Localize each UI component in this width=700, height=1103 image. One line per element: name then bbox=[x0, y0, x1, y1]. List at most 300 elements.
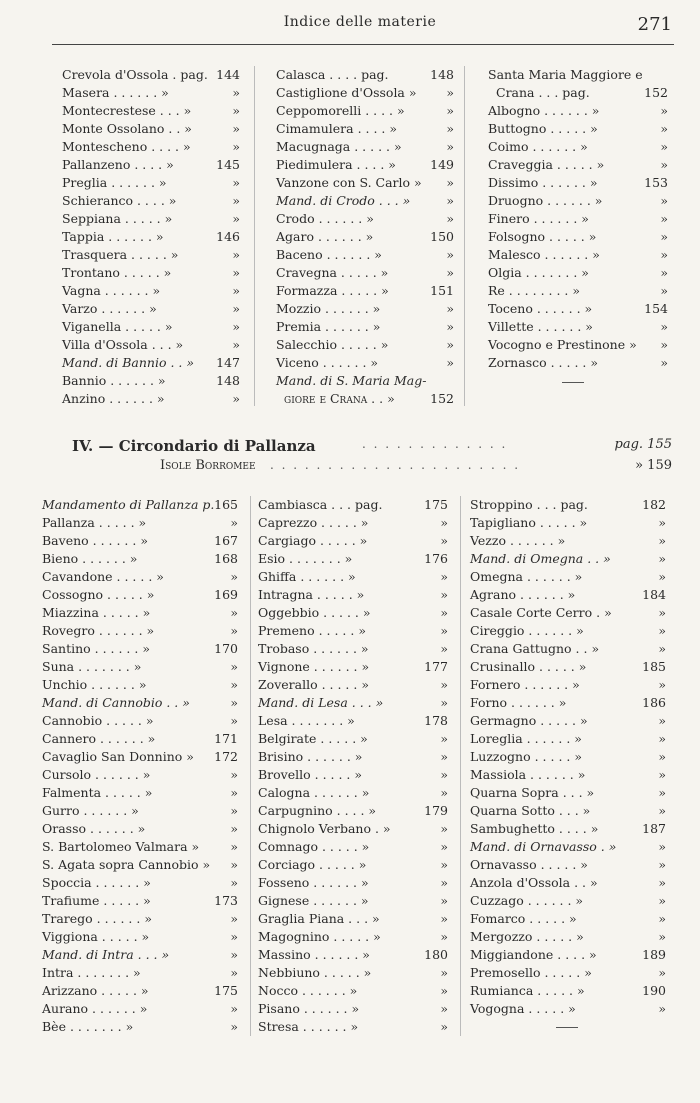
entry-page: » bbox=[446, 103, 454, 118]
index-entry bbox=[42, 982, 238, 1000]
entry-page: » bbox=[658, 857, 666, 872]
index-entry bbox=[276, 282, 454, 300]
entry-page: 154 bbox=[644, 301, 668, 316]
entry-page: 147 bbox=[216, 355, 240, 370]
entry-page: 168 bbox=[214, 551, 238, 566]
index-entry bbox=[488, 192, 668, 210]
entry-name: Vocogno e Prestinone » bbox=[488, 337, 637, 352]
entry-page: » bbox=[440, 965, 448, 980]
index-entry bbox=[470, 766, 666, 784]
entry-page: » bbox=[440, 839, 448, 854]
entry-name: Seppiana . . . . . » bbox=[62, 211, 173, 226]
bottom-column-3 bbox=[470, 496, 666, 1018]
entry-name: Premeno . . . . . » bbox=[258, 623, 366, 638]
index-entry bbox=[42, 514, 238, 532]
index-entry bbox=[470, 874, 666, 892]
entry-page: 144 bbox=[216, 67, 240, 82]
entry-page: » bbox=[232, 391, 240, 406]
index-entry bbox=[42, 766, 238, 784]
entry-page: » bbox=[440, 533, 448, 548]
entry-page: » bbox=[440, 983, 448, 998]
entry-page: » bbox=[658, 551, 666, 566]
index-entry bbox=[42, 604, 238, 622]
index-entry bbox=[42, 712, 238, 730]
section-page: pag. 155 bbox=[614, 437, 672, 452]
entry-page: » bbox=[658, 533, 666, 548]
index-entry bbox=[470, 856, 666, 874]
index-entry bbox=[62, 138, 240, 156]
entry-name: Cuzzago . . . . . . » bbox=[470, 893, 584, 908]
entry-page: 148 bbox=[430, 67, 454, 82]
index-entry bbox=[42, 658, 238, 676]
index-entry bbox=[470, 622, 666, 640]
entry-name: Cireggio . . . . . . » bbox=[470, 623, 584, 638]
index-entry bbox=[276, 138, 454, 156]
entry-name: Rumianca . . . . . » bbox=[470, 983, 585, 998]
entry-name: Craveggia . . . . . » bbox=[488, 157, 605, 172]
entry-name: Unchio . . . . . . » bbox=[42, 677, 147, 692]
index-entry bbox=[62, 318, 240, 336]
index-entry bbox=[258, 568, 448, 586]
index-entry bbox=[470, 658, 666, 676]
index-entry bbox=[62, 210, 240, 228]
entry-page: » bbox=[446, 85, 454, 100]
mandamento-entry bbox=[470, 838, 666, 856]
index-entry bbox=[258, 838, 448, 856]
index-entry bbox=[62, 120, 240, 138]
entry-name: Trasquera . . . . . » bbox=[62, 247, 179, 262]
entry-page: » bbox=[440, 875, 448, 890]
column-separator bbox=[464, 66, 465, 406]
entry-name: Crodo . . . . . . » bbox=[276, 211, 374, 226]
entry-page: » bbox=[660, 211, 668, 226]
index-entry bbox=[470, 514, 666, 532]
entry-name: Trobaso . . . . . . » bbox=[258, 641, 369, 656]
index-entry bbox=[276, 264, 454, 282]
entry-page: » bbox=[440, 857, 448, 872]
entry-name: Santino . . . . . . » bbox=[42, 641, 150, 656]
index-entry bbox=[276, 354, 454, 372]
entry-page: 172 bbox=[214, 749, 238, 764]
entry-page: » bbox=[658, 749, 666, 764]
bottom-column-1 bbox=[42, 496, 238, 1036]
entry-name: Mandamento di Pallanza p. bbox=[42, 497, 215, 512]
index-entry bbox=[470, 892, 666, 910]
index-entry bbox=[42, 568, 238, 586]
index-entry bbox=[42, 748, 238, 766]
entry-page: » bbox=[440, 1019, 448, 1034]
entry-page: 167 bbox=[214, 533, 238, 548]
entry-name: Crusinallo . . . . . » bbox=[470, 659, 587, 674]
entry-page: 187 bbox=[642, 821, 666, 836]
entry-page: » bbox=[658, 569, 666, 584]
entry-page: » bbox=[658, 605, 666, 620]
entry-name: Esio . . . . . . . » bbox=[258, 551, 353, 566]
entry-page: » bbox=[440, 587, 448, 602]
entry-name: Pisano . . . . . . » bbox=[258, 1001, 360, 1016]
index-entry bbox=[62, 174, 240, 192]
entry-name: Vignone . . . . . . » bbox=[258, 659, 370, 674]
entry-name: Preglia . . . . . . » bbox=[62, 175, 167, 190]
entry-name: Cursolo . . . . . . » bbox=[42, 767, 151, 782]
entry-name: Sambughetto . . . . » bbox=[470, 821, 599, 836]
entry-name: Viggiona . . . . . » bbox=[42, 929, 150, 944]
entry-name: Trafiume . . . . . » bbox=[42, 893, 151, 908]
entry-name: Re . . . . . . . . » bbox=[488, 283, 581, 298]
index-entry bbox=[258, 604, 448, 622]
entry-name: S. Agata sopra Cannobio » bbox=[42, 857, 211, 872]
entry-page: » bbox=[660, 103, 668, 118]
entry-name: Druogno . . . . . . » bbox=[488, 193, 603, 208]
entry-page: » bbox=[232, 103, 240, 118]
entry-name: Finero . . . . . . » bbox=[488, 211, 589, 226]
index-entry bbox=[488, 156, 668, 174]
index-entry bbox=[42, 856, 238, 874]
entry-page: » bbox=[232, 85, 240, 100]
index-entry bbox=[470, 964, 666, 982]
entry-page: » bbox=[230, 713, 238, 728]
index-entry bbox=[258, 964, 448, 982]
index-entry bbox=[276, 390, 454, 408]
entry-page: 179 bbox=[424, 803, 448, 818]
entry-name: Loreglia . . . . . . » bbox=[470, 731, 582, 746]
index-entry bbox=[258, 532, 448, 550]
entry-name: Crana . . . pag. bbox=[496, 85, 590, 100]
index-entry bbox=[62, 300, 240, 318]
entry-name: Carpugnino . . . . » bbox=[258, 803, 377, 818]
entry-page: 190 bbox=[642, 983, 666, 998]
index-entry bbox=[62, 66, 240, 84]
mandamento-entry bbox=[42, 694, 238, 712]
index-entry bbox=[258, 640, 448, 658]
entry-name: Malesco . . . . . . » bbox=[488, 247, 600, 262]
entry-page: » bbox=[230, 875, 238, 890]
index-entry bbox=[470, 730, 666, 748]
end-dash bbox=[556, 1027, 578, 1028]
entry-name: Massiola . . . . . . » bbox=[470, 767, 586, 782]
index-entry bbox=[276, 318, 454, 336]
index-entry bbox=[62, 102, 240, 120]
index-entry bbox=[470, 784, 666, 802]
entry-name: Coimo . . . . . . » bbox=[488, 139, 588, 154]
entry-name: Arizzano . . . . . » bbox=[42, 983, 149, 998]
index-entry bbox=[258, 514, 448, 532]
entry-page: » bbox=[658, 893, 666, 908]
index-entry bbox=[258, 874, 448, 892]
mandamento-entry bbox=[42, 496, 238, 514]
entry-page: » bbox=[230, 821, 238, 836]
index-entry bbox=[42, 730, 238, 748]
index-entry bbox=[470, 946, 666, 964]
entry-name: Magognino . . . . . » bbox=[258, 929, 381, 944]
entry-name: Schieranco . . . . » bbox=[62, 193, 177, 208]
entry-name: Brovello . . . . . » bbox=[258, 767, 363, 782]
index-entry bbox=[42, 892, 238, 910]
entry-name: Nocco . . . . . . » bbox=[258, 983, 358, 998]
entry-name: Fornero . . . . . . » bbox=[470, 677, 580, 692]
index-entry bbox=[488, 174, 668, 192]
entry-name: Chignolo Verbano . » bbox=[258, 821, 391, 836]
entry-name: Baceno . . . . . . » bbox=[276, 247, 382, 262]
entry-page: » bbox=[440, 911, 448, 926]
entry-name: Tapigliano . . . . . » bbox=[470, 515, 588, 530]
entry-page: 171 bbox=[214, 731, 238, 746]
index-entry bbox=[470, 496, 666, 514]
entry-name: Toceno . . . . . . » bbox=[488, 301, 593, 316]
entry-page: » bbox=[230, 803, 238, 818]
entry-name: Premosello . . . . . » bbox=[470, 965, 592, 980]
entry-page: 165 bbox=[214, 497, 238, 512]
entry-name: Fosseno . . . . . . » bbox=[258, 875, 369, 890]
entry-page: » bbox=[660, 319, 668, 334]
index-entry bbox=[470, 676, 666, 694]
entry-page: » bbox=[232, 247, 240, 262]
entry-page: » bbox=[658, 731, 666, 746]
entry-page: » bbox=[446, 175, 454, 190]
entry-name: Vezzo . . . . . . » bbox=[470, 533, 566, 548]
index-entry bbox=[258, 784, 448, 802]
index-entry bbox=[258, 748, 448, 766]
entry-page: » bbox=[446, 121, 454, 136]
index-entry bbox=[258, 622, 448, 640]
entry-page: » bbox=[232, 193, 240, 208]
entry-name: Germagno . . . . . » bbox=[470, 713, 588, 728]
entry-page: » bbox=[232, 139, 240, 154]
entry-page: » bbox=[446, 247, 454, 262]
entry-name: Lesa . . . . . . . » bbox=[258, 713, 355, 728]
entry-name: Piedimulera . . . . » bbox=[276, 157, 396, 172]
entry-page: » bbox=[660, 283, 668, 298]
index-entry bbox=[258, 712, 448, 730]
index-entry bbox=[62, 372, 240, 390]
mandamento-entry bbox=[62, 354, 240, 372]
entry-name: Santa Maria Maggiore e bbox=[488, 67, 643, 82]
entry-name: Mand. di Ornavasso . » bbox=[470, 839, 617, 854]
entry-name: Agrano . . . . . . » bbox=[470, 587, 576, 602]
entry-page: 178 bbox=[424, 713, 448, 728]
entry-page: 146 bbox=[216, 229, 240, 244]
entry-page: » bbox=[440, 569, 448, 584]
entry-page: » bbox=[658, 911, 666, 926]
entry-page: » bbox=[446, 319, 454, 334]
index-entry bbox=[62, 84, 240, 102]
index-entry bbox=[470, 586, 666, 604]
entry-page: » bbox=[658, 875, 666, 890]
entry-page: » bbox=[232, 121, 240, 136]
entry-name: Graglia Piana . . . » bbox=[258, 911, 380, 926]
entry-name: Olgia . . . . . . . » bbox=[488, 265, 589, 280]
entry-page: » bbox=[440, 785, 448, 800]
index-entry bbox=[488, 264, 668, 282]
entry-page: 153 bbox=[644, 175, 668, 190]
entry-page: » bbox=[660, 229, 668, 244]
entry-page: » bbox=[230, 785, 238, 800]
entry-name: Trontano . . . . . » bbox=[62, 265, 172, 280]
index-entry bbox=[42, 586, 238, 604]
entry-page: » bbox=[230, 515, 238, 530]
index-entry bbox=[276, 228, 454, 246]
entry-name: Bieno . . . . . . » bbox=[42, 551, 138, 566]
entry-page: » bbox=[440, 929, 448, 944]
entry-page: » bbox=[660, 337, 668, 352]
index-entry bbox=[470, 748, 666, 766]
entry-page: » bbox=[440, 767, 448, 782]
entry-page: » bbox=[232, 175, 240, 190]
entry-page: » bbox=[658, 965, 666, 980]
index-entry bbox=[276, 84, 454, 102]
entry-page: » bbox=[446, 139, 454, 154]
entry-page: » bbox=[658, 677, 666, 692]
entry-page: » bbox=[440, 677, 448, 692]
entry-name: Casale Corte Cerro . » bbox=[470, 605, 612, 620]
index-entry bbox=[276, 66, 454, 84]
index-entry bbox=[42, 874, 238, 892]
entry-name: Bèe . . . . . . . » bbox=[42, 1019, 134, 1034]
index-entry bbox=[488, 300, 668, 318]
entry-page: 184 bbox=[642, 587, 666, 602]
index-entry bbox=[42, 1018, 238, 1036]
column-separator bbox=[250, 496, 251, 1036]
index-entry bbox=[470, 910, 666, 928]
entry-name: Crana Gattugno . . » bbox=[470, 641, 600, 656]
entry-page: » bbox=[230, 605, 238, 620]
subsection-title: Isole Borromee bbox=[160, 458, 256, 473]
entry-name: Tappia . . . . . . » bbox=[62, 229, 164, 244]
entry-name: Crevola d'Ossola . pag. bbox=[62, 67, 208, 82]
section-heading bbox=[72, 437, 672, 457]
entry-name: Viganella . . . . . » bbox=[62, 319, 173, 334]
entry-page: » bbox=[440, 731, 448, 746]
entry-page: » bbox=[230, 1019, 238, 1034]
entry-page: » bbox=[658, 623, 666, 638]
index-entry bbox=[488, 354, 668, 372]
column-separator bbox=[460, 496, 461, 1036]
entry-name: Cavandone . . . . . » bbox=[42, 569, 164, 584]
entry-page: » bbox=[232, 283, 240, 298]
index-entry bbox=[42, 838, 238, 856]
entry-name: Vanzone con S. Carlo » bbox=[276, 175, 422, 190]
index-entry bbox=[488, 246, 668, 264]
entry-page: 152 bbox=[430, 391, 454, 406]
entry-name: Stroppino . . . pag. bbox=[470, 497, 588, 512]
entry-name: Suna . . . . . . . » bbox=[42, 659, 142, 674]
entry-name: Vogogna . . . . . » bbox=[470, 1001, 576, 1016]
entry-name: Forno . . . . . . » bbox=[470, 695, 567, 710]
entry-name: Quarna Sotto . . . » bbox=[470, 803, 591, 818]
index-entry bbox=[258, 766, 448, 784]
entry-page: » bbox=[660, 355, 668, 370]
entry-page: » bbox=[440, 821, 448, 836]
index-entry bbox=[42, 784, 238, 802]
index-entry bbox=[488, 228, 668, 246]
index-entry bbox=[258, 658, 448, 676]
entry-page: » bbox=[660, 121, 668, 136]
entry-name: Rovegro . . . . . . » bbox=[42, 623, 155, 638]
index-entry bbox=[488, 318, 668, 336]
entry-name: Montecrestese . . . » bbox=[62, 103, 192, 118]
entry-page: 175 bbox=[424, 497, 448, 512]
entry-page: 185 bbox=[642, 659, 666, 674]
index-entry bbox=[470, 694, 666, 712]
entry-name: Anzola d'Ossola . . » bbox=[470, 875, 598, 890]
entry-name: Spoccia . . . . . . » bbox=[42, 875, 151, 890]
index-entry bbox=[470, 928, 666, 946]
index-entry bbox=[62, 282, 240, 300]
entry-name: Baveno . . . . . . » bbox=[42, 533, 148, 548]
entry-page: » bbox=[230, 659, 238, 674]
entry-page: » bbox=[660, 193, 668, 208]
entry-page: 176 bbox=[424, 551, 448, 566]
header-rule bbox=[52, 44, 674, 45]
entry-name: Varzo . . . . . . » bbox=[62, 301, 157, 316]
entry-name: Mergozzo . . . . . » bbox=[470, 929, 584, 944]
entry-page: » bbox=[440, 1001, 448, 1016]
entry-name: Cannobio . . . . . » bbox=[42, 713, 154, 728]
entry-name: Gurro . . . . . . » bbox=[42, 803, 139, 818]
entry-page: » bbox=[232, 265, 240, 280]
index-entry bbox=[488, 282, 668, 300]
entry-name: Pallanzeno . . . . » bbox=[62, 157, 174, 172]
index-entry bbox=[258, 856, 448, 874]
index-entry bbox=[258, 802, 448, 820]
entry-page: » bbox=[446, 337, 454, 352]
entry-name: Mozzio . . . . . . » bbox=[276, 301, 381, 316]
entry-page: » bbox=[440, 623, 448, 638]
entry-page: 175 bbox=[214, 983, 238, 998]
entry-name: Montescheno . . . . » bbox=[62, 139, 191, 154]
entry-name: Comnago . . . . . » bbox=[258, 839, 370, 854]
entry-page: » bbox=[440, 515, 448, 530]
entry-name: Mand. di Intra . . . » bbox=[42, 947, 170, 962]
index-entry bbox=[258, 820, 448, 838]
index-entry bbox=[42, 676, 238, 694]
entry-name: Aurano . . . . . . » bbox=[42, 1001, 148, 1016]
index-entry bbox=[276, 120, 454, 138]
entry-page: 149 bbox=[430, 157, 454, 172]
entry-name: Massino . . . . . . » bbox=[258, 947, 370, 962]
entry-name: Pallanza . . . . . » bbox=[42, 515, 147, 530]
entry-page: 152 bbox=[644, 85, 668, 100]
entry-name: Quarna Sopra . . . » bbox=[470, 785, 595, 800]
entry-name: Mand. di S. Maria Mag- bbox=[276, 373, 427, 388]
index-entry bbox=[258, 928, 448, 946]
entry-name: Trarego . . . . . . » bbox=[42, 911, 152, 926]
index-entry bbox=[258, 496, 448, 514]
subsection-heading bbox=[160, 458, 672, 476]
index-entry bbox=[470, 802, 666, 820]
index-entry bbox=[258, 982, 448, 1000]
entry-name: Formazza . . . . . » bbox=[276, 283, 389, 298]
entry-page: » bbox=[230, 929, 238, 944]
section-title: IV. — Circondario di Pallanza bbox=[72, 437, 316, 455]
entry-page: » bbox=[440, 641, 448, 656]
index-entry bbox=[488, 102, 668, 120]
index-entry bbox=[470, 982, 666, 1000]
entry-name: Cravegna . . . . . » bbox=[276, 265, 389, 280]
entry-page: » bbox=[660, 265, 668, 280]
index-entry bbox=[276, 156, 454, 174]
index-entry bbox=[258, 550, 448, 568]
entry-name: Cambiasca . . . pag. bbox=[258, 497, 383, 512]
entry-name: Miggiandone . . . . » bbox=[470, 947, 597, 962]
index-entry bbox=[62, 228, 240, 246]
index-entry bbox=[62, 336, 240, 354]
entry-page: » bbox=[658, 1001, 666, 1016]
subsection-page: » 159 bbox=[635, 458, 672, 473]
mandamento-entry bbox=[258, 694, 448, 712]
entry-name: Anzino . . . . . . » bbox=[62, 391, 165, 406]
entry-page: » bbox=[658, 839, 666, 854]
